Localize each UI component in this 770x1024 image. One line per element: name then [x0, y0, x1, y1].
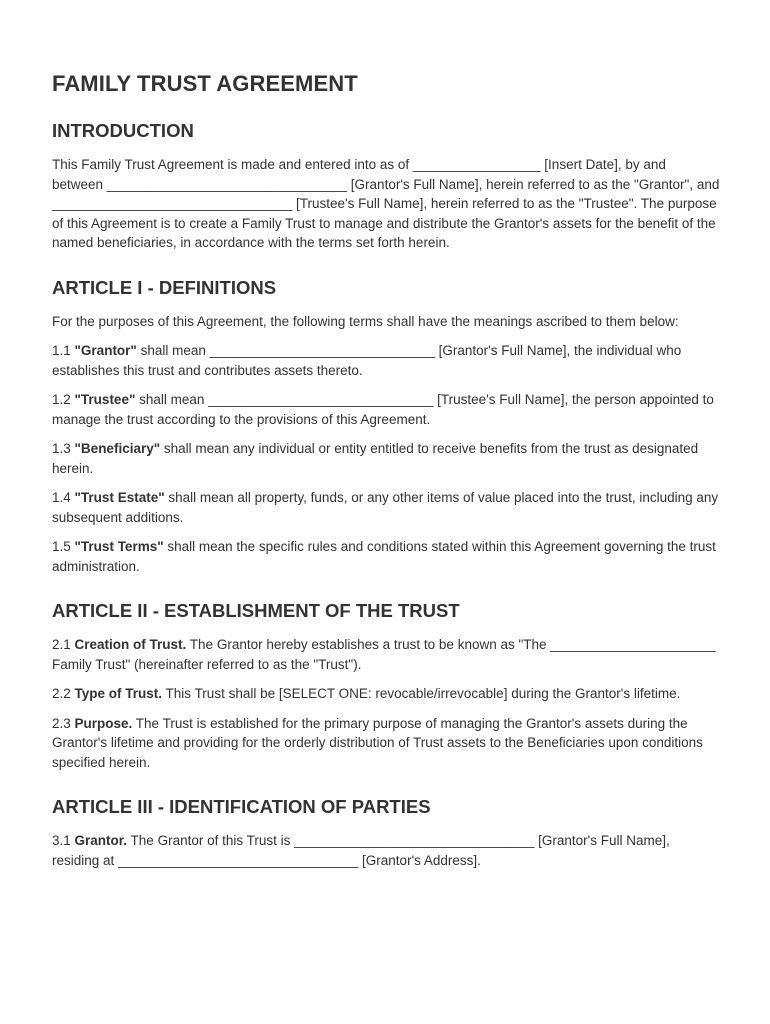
clause-text: The Trust is established for the primary purpose of managing the Grantor's assets during the Grantor's lifetime and providing for the orderly distribution of Trust assets to the Beneficiaries upon conditions specified herein. [52, 715, 703, 770]
clause-term: "Trust Estate" [74, 490, 165, 505]
clause-text: shall mean ______________________________ [Grantor's Full Name], the individual who establishes this trust and contributes assets thereto. [52, 343, 682, 378]
clause-1-2 [52, 390, 720, 429]
clause-1-4 [52, 488, 720, 527]
clause-text: shall mean the specific rules and conditions stated within this Agreement governing the trust administration. [52, 539, 716, 574]
clause-term: Type of Trust. [74, 686, 163, 701]
clause-number: 1.5 [52, 539, 75, 554]
clause-number: 1.1 [52, 343, 75, 358]
clause-term: Purpose. [74, 715, 133, 731]
clause-2-1 [52, 635, 720, 674]
clause-term: "Grantor" [74, 343, 137, 358]
clause-term: Grantor. [74, 833, 128, 848]
clause-term: "Beneficiary" [74, 441, 161, 456]
clause-term: Creation of Trust. [74, 637, 187, 652]
clause-term: "Trustee" [74, 392, 136, 407]
article-2-section [52, 599, 720, 772]
article-3-section [52, 795, 720, 870]
introduction-paragraph: This Family Trust Agreement is made and entered into as of _________________ [Insert Date], by and between ________________________________ [Grantor's Full Name], herein referred to as the "Grantor", and ________________________________ [Trustee's Full Name], herein referred to as the "Trustee". The purpose of this Agreement is to create a Family Trust to manage and distribute the Grantor's assets for the benefit of the named beneficiaries, in accordance with the terms set forth herein. [52, 157, 720, 250]
introduction-section [52, 119, 720, 253]
article-1-section [52, 276, 720, 577]
document-title: FAMILY TRUST AGREEMENT [52, 71, 358, 96]
article-1-intro: For the purposes of this Agreement, the following terms shall have the meanings ascribed to them below: [52, 313, 679, 329]
clause-number: 2.2 [52, 686, 75, 701]
clause-text: shall mean all property, funds, or any other items of value placed into the trust, including any subsequent additions. [52, 490, 719, 525]
clause-number: 2.1 [52, 637, 75, 652]
clause-number: 1.3 [52, 441, 75, 456]
article-1-heading: ARTICLE I - DEFINITIONS [52, 276, 277, 298]
clause-term: "Trust Terms" [74, 539, 164, 554]
clause-text: The Grantor of this Trust is ________________________________ [Grantor's Full Name], residing at ________________________________ [Grantor's Address]. [52, 833, 670, 868]
clause-text: shall mean ______________________________ [Trustee's Full Name], the person appointed to manage the trust according to the provisions of this Agreement. [52, 392, 714, 427]
clause-text: shall mean any individual or entity entitled to receive benefits from the trust as designated herein. [52, 441, 699, 476]
clause-1-5 [52, 537, 720, 576]
clause-number: 1.4 [52, 490, 75, 505]
clause-text: The Grantor hereby establishes a trust to be known as "The ______________________ Family Trust" (hereinafter referred to as the "Trust"). [52, 637, 716, 672]
clause-number: 1.2 [52, 392, 75, 407]
clause-1-3 [52, 439, 720, 478]
clause-number: 3.1 [52, 833, 75, 848]
article-2-heading: ARTICLE II - ESTABLISHMENT OF THE TRUST [52, 600, 460, 621]
clause-text: This Trust shall be [SELECT ONE: revocable/irrevocable] during the Grantor's lifetime. [162, 686, 681, 701]
clause-3-1 [52, 831, 720, 870]
clause-2-2 [52, 684, 720, 704]
clause-number: 2.3 [52, 715, 75, 731]
clause-2-3 [52, 714, 720, 773]
clause-1-1 [52, 341, 720, 380]
introduction-heading: INTRODUCTION [52, 120, 194, 141]
article-3-heading: ARTICLE III - IDENTIFICATION OF PARTIES [52, 796, 431, 817]
